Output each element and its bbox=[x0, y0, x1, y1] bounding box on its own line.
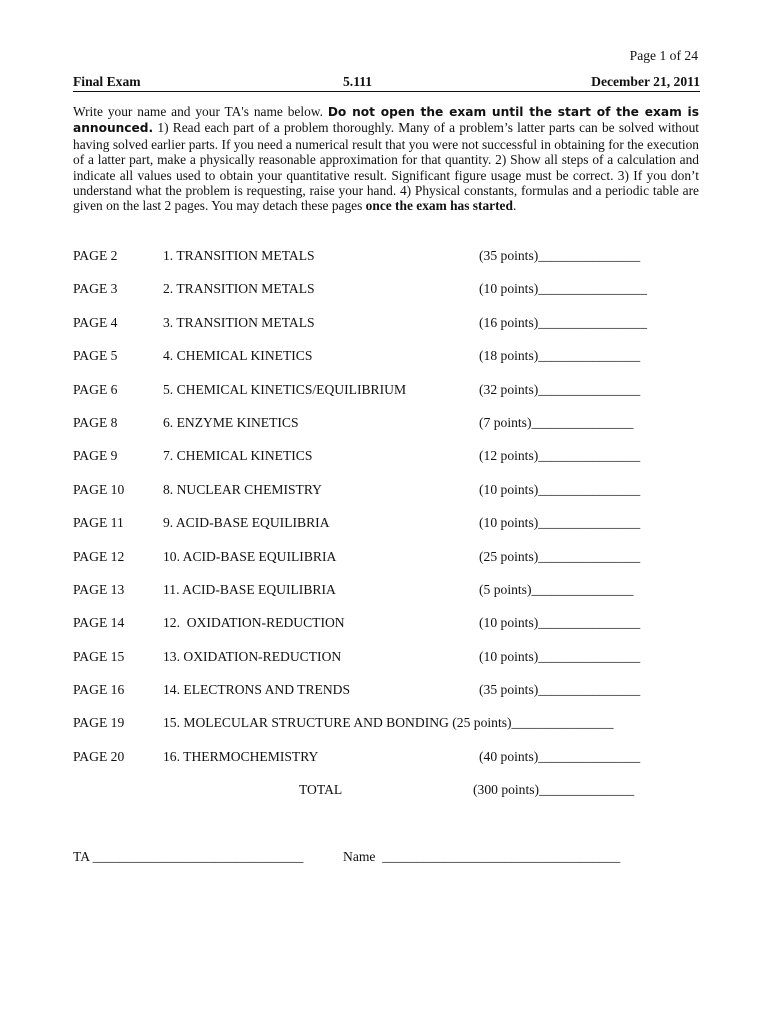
problem-title: 14. ELECTRONS AND TRENDS bbox=[163, 682, 351, 698]
problem-page: PAGE 6 bbox=[73, 381, 118, 397]
problem-title: 4. CHEMICAL KINETICS bbox=[163, 348, 313, 364]
exam-title: Final Exam bbox=[73, 74, 141, 89]
problem-page: PAGE 13 bbox=[73, 581, 125, 597]
problem-title: 5. CHEMICAL KINETICS/EQUILIBRIUM bbox=[163, 381, 407, 397]
problem-row bbox=[73, 615, 703, 648]
problem-row bbox=[73, 281, 703, 314]
problem-row bbox=[73, 482, 703, 515]
problem-points: (40 points)_______________ bbox=[479, 748, 641, 764]
problem-points: (5 points)_______________ bbox=[479, 581, 634, 597]
problem-points: (32 points)_______________ bbox=[479, 381, 641, 397]
problem-row bbox=[73, 682, 703, 715]
name-field: Name ___________________________________ bbox=[343, 849, 621, 864]
problem-row bbox=[73, 515, 703, 548]
problem-row bbox=[73, 582, 703, 615]
problem-row bbox=[73, 549, 703, 582]
instructions-intro: Write your name and your TA's name below. bbox=[73, 104, 323, 119]
problem-title: 15. MOLECULAR STRUCTURE AND BONDING (25 points)_______________ bbox=[163, 715, 614, 731]
problem-points: (10 points)________________ bbox=[479, 281, 648, 297]
problem-points: (25 points)_______________ bbox=[479, 548, 641, 564]
problem-page: PAGE 19 bbox=[73, 715, 125, 731]
problem-points: (35 points)_______________ bbox=[479, 682, 641, 698]
problem-points: (10 points)_______________ bbox=[479, 648, 641, 664]
instructions-paragraph bbox=[73, 104, 699, 214]
problem-page: PAGE 10 bbox=[73, 481, 125, 497]
total-points: (300 points)______________ bbox=[473, 782, 635, 798]
problem-page: PAGE 2 bbox=[73, 248, 118, 263]
problem-row bbox=[73, 715, 703, 748]
problem-row bbox=[73, 448, 703, 481]
exam-header bbox=[73, 74, 700, 92]
problem-row bbox=[73, 749, 703, 782]
problem-title: 3. TRANSITION METALS bbox=[163, 314, 315, 330]
problem-title: 6. ENZYME KINETICS bbox=[163, 414, 299, 430]
problem-page: PAGE 5 bbox=[73, 348, 118, 364]
problem-points: (35 points)_______________ bbox=[479, 248, 641, 263]
problem-points: (10 points)_______________ bbox=[479, 615, 641, 631]
problem-row bbox=[73, 248, 703, 281]
total-row bbox=[73, 782, 703, 815]
problem-title: 12. OXIDATION-REDUCTION bbox=[163, 615, 345, 631]
problem-title: 2. TRANSITION METALS bbox=[163, 281, 315, 297]
problem-row bbox=[73, 315, 703, 348]
course-number: 5.111 bbox=[343, 74, 373, 89]
problem-points: (7 points)_______________ bbox=[479, 414, 634, 430]
problem-title: 1. TRANSITION METALS bbox=[163, 248, 315, 263]
problem-page: PAGE 8 bbox=[73, 414, 118, 430]
problem-title: 7. CHEMICAL KINETICS bbox=[163, 448, 313, 464]
instructions-body: 1) Read each part of a problem thoroughly. Many of a problem’s latter parts can be solved without having solved earlier parts. If you need a numerical result that you were not successful in obtaining for the execution of a latter part, make a physically reasonable approximation for that quantity. 2) Show all steps of a calculation and indicate all values used to obtain your quantitative result. Significant figure usage must be correct. 3) If you don’t understand what the problem is requesting, raise your hand. 4) Physical constants, formulas and a periodic table are given on the last 2 pages. You may detach these pages bbox=[73, 120, 699, 214]
total-label: TOTAL bbox=[299, 782, 343, 798]
problem-list bbox=[73, 248, 703, 815]
problem-title: 9. ACID-BASE EQUILIBRIA bbox=[163, 515, 330, 531]
problem-points: (10 points)_______________ bbox=[479, 515, 641, 531]
instructions-end: . bbox=[512, 198, 517, 214]
problem-row bbox=[73, 649, 703, 682]
problem-page: PAGE 9 bbox=[73, 448, 118, 464]
problem-points: (12 points)_______________ bbox=[479, 448, 641, 464]
problem-page: PAGE 16 bbox=[73, 682, 125, 698]
problem-points: (10 points)_______________ bbox=[479, 481, 641, 497]
ta-field: TA _______________________________ bbox=[73, 849, 304, 864]
problem-page: PAGE 12 bbox=[73, 548, 125, 564]
problem-row bbox=[73, 382, 703, 415]
problem-page: PAGE 3 bbox=[73, 281, 118, 297]
problem-title: 11. ACID-BASE EQUILIBRIA bbox=[163, 581, 336, 597]
problem-page: PAGE 20 bbox=[73, 748, 125, 764]
problem-row bbox=[73, 415, 703, 448]
problem-row bbox=[73, 348, 703, 381]
problem-title: 13. OXIDATION-REDUCTION bbox=[163, 648, 342, 664]
problem-points: (16 points)________________ bbox=[479, 314, 648, 330]
problem-page: PAGE 15 bbox=[73, 648, 125, 664]
page-number: Page 1 of 24 bbox=[629, 48, 698, 63]
problem-title: 16. THERMOCHEMISTRY bbox=[163, 748, 319, 764]
problem-page: PAGE 4 bbox=[73, 314, 118, 330]
problem-title: 10. ACID-BASE EQUILIBRIA bbox=[163, 548, 337, 564]
problem-title: 8. NUCLEAR CHEMISTRY bbox=[163, 481, 322, 497]
problem-page: PAGE 11 bbox=[73, 515, 124, 531]
instructions-warning: Do not open the exam until the start of the exam is announced. bbox=[73, 105, 699, 136]
problem-page: PAGE 14 bbox=[73, 615, 125, 631]
instructions-detach-note: once the exam has started bbox=[365, 198, 513, 214]
problem-points: (18 points)_______________ bbox=[479, 348, 641, 364]
exam-date: December 21, 2011 bbox=[591, 74, 700, 89]
